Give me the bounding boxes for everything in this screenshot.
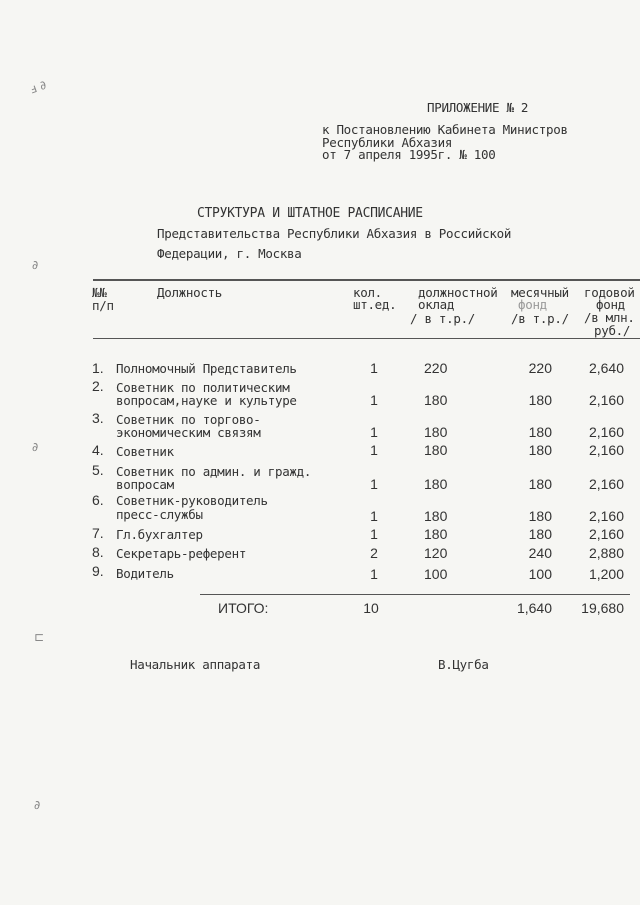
row-title-continued: вопросам [116, 477, 174, 492]
row-title-continued: вопросам,науке и культуре [116, 393, 297, 408]
header-salary-2: оклад [418, 297, 455, 312]
row-monthly: 180 [528, 424, 552, 440]
row-monthly: 180 [528, 526, 552, 542]
row-number: 3. [92, 410, 104, 426]
margin-mark: ∂ [32, 258, 39, 272]
row-title-continued: экономическим связям [116, 425, 261, 440]
document-title: СТРУКТУРА И ШТАТНОЕ РАСПИСАНИЕ [197, 206, 423, 221]
header-position: Должность [157, 285, 223, 300]
row-salary: 180 [424, 424, 448, 440]
table-total-rule [200, 594, 630, 595]
row-number: 6. [92, 492, 104, 508]
row-count: 1 [370, 508, 378, 524]
table-top-rule [93, 279, 640, 281]
header-annual-1: годовой [584, 285, 635, 300]
row-number: 8. [92, 544, 104, 560]
row-number: 1. [92, 360, 104, 376]
row-salary: 120 [424, 545, 448, 561]
appendix-title: ПРИЛОЖЕНИЕ № 2 [427, 100, 529, 115]
header-salary-3: / в т.р./ [410, 311, 476, 326]
row-annual: 2,160 [588, 476, 624, 492]
header-num-2: п/п [92, 298, 114, 313]
row-title: Секретарь-референт [116, 546, 247, 561]
appendix-line-2: Республики Абхазия [322, 135, 453, 150]
total-annual: 19,680 [581, 600, 624, 616]
document-subtitle-2: Федерации, г. Москва [157, 246, 302, 261]
row-count: 2 [370, 545, 378, 561]
margin-mark: ⊏ [34, 630, 45, 644]
row-monthly: 180 [528, 392, 552, 408]
row-title: Советник по торгово- [116, 412, 261, 427]
row-number: 9. [92, 563, 104, 579]
row-salary: 180 [424, 526, 448, 542]
header-annual-2: фонд [596, 297, 625, 312]
row-monthly: 180 [528, 476, 552, 492]
header-annual-4: руб./ [594, 323, 631, 338]
row-annual: 2,160 [588, 392, 624, 408]
total-count: 10 [363, 600, 379, 616]
header-annual-3: /в млн. [584, 310, 635, 325]
header-num-1: №№ [92, 285, 107, 300]
header-monthly-1: месячный [511, 285, 569, 300]
row-monthly: 180 [528, 508, 552, 524]
row-monthly: 220 [528, 360, 552, 376]
row-title: Советник [116, 444, 174, 459]
row-salary: 180 [424, 392, 448, 408]
header-monthly-2: фонд [518, 297, 547, 312]
row-annual: 1,200 [588, 566, 624, 582]
row-title: Водитель [116, 566, 174, 581]
margin-mark: ∂ [34, 798, 41, 812]
row-title: Полномочный Представитель [116, 361, 297, 376]
row-number: 5. [92, 462, 104, 478]
row-count: 1 [370, 442, 378, 458]
row-count: 1 [370, 526, 378, 542]
appendix-line-3: от 7 апреля 1995г. № 100 [322, 147, 496, 162]
total-label: ИТОГО: [218, 600, 269, 616]
document-subtitle-1: Представительства Республики Абхазия в Российской [157, 226, 512, 241]
row-salary: 100 [424, 566, 448, 582]
header-salary-1: должностной [418, 285, 498, 300]
row-count: 1 [370, 566, 378, 582]
row-title: Советник-руководитель [116, 493, 268, 508]
row-title-continued: пресс-службы [116, 507, 203, 522]
row-annual: 2,160 [588, 424, 624, 440]
row-number: 4. [92, 442, 104, 458]
row-number: 7. [92, 525, 104, 541]
row-annual: 2,160 [588, 508, 624, 524]
row-number: 2. [92, 378, 104, 394]
row-monthly: 240 [528, 545, 552, 561]
row-annual: 2,160 [588, 526, 624, 542]
row-monthly: 100 [528, 566, 552, 582]
header-count-1: кол. [353, 285, 382, 300]
total-monthly: 1,640 [516, 600, 552, 616]
margin-mark: ∂ [32, 440, 39, 454]
row-count: 1 [370, 424, 378, 440]
row-annual: 2,640 [588, 360, 624, 376]
margin-mark: ⅎ ∂ [28, 77, 49, 97]
header-monthly-3: /в т.р./ [511, 311, 569, 326]
row-salary: 180 [424, 442, 448, 458]
signature-name: В.Цугба [438, 657, 489, 672]
signature-role: Начальник аппарата [130, 657, 261, 672]
row-title: Советник по админ. и гражд. [116, 464, 312, 479]
row-monthly: 180 [528, 442, 552, 458]
row-salary: 180 [424, 508, 448, 524]
row-annual: 2,880 [588, 545, 624, 561]
row-count: 1 [370, 360, 378, 376]
row-count: 1 [370, 392, 378, 408]
row-salary: 180 [424, 476, 448, 492]
appendix-line-1: к Постановлению Кабинета Министров [322, 122, 568, 137]
header-count-2: шт.ед. [353, 297, 397, 312]
row-salary: 220 [424, 360, 448, 376]
row-title: Советник по политическим [116, 380, 290, 395]
row-annual: 2,160 [588, 442, 624, 458]
table-header-rule [93, 338, 640, 339]
row-count: 1 [370, 476, 378, 492]
row-title: Гл.бухгалтер [116, 527, 203, 542]
